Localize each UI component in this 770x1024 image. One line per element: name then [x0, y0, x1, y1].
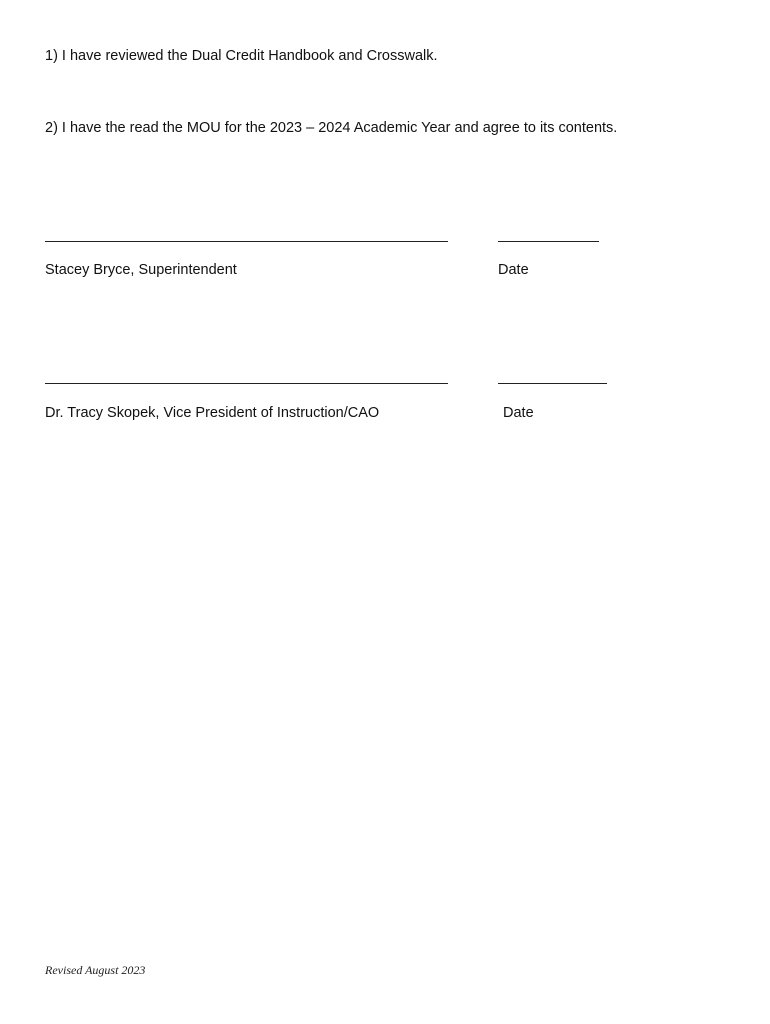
vp-instruction-signature-line	[45, 383, 448, 384]
superintendent-name-label: Stacey Bryce, Superintendent	[45, 262, 237, 278]
vp-instruction-date-line	[498, 383, 607, 384]
statement-handbook: 1) I have reviewed the Dual Credit Handbook and Crosswalk.	[45, 48, 438, 64]
superintendent-date-line	[498, 241, 599, 242]
vp-instruction-date-label: Date	[503, 405, 534, 421]
superintendent-date-label: Date	[498, 262, 529, 278]
revision-footer: Revised August 2023	[45, 963, 146, 977]
vp-instruction-name-label: Dr. Tracy Skopek, Vice President of Instruction/CAO	[45, 405, 380, 421]
superintendent-signature-line	[45, 241, 448, 242]
statement-mou: 2) I have the read the MOU for the 2023 – 2024 Academic Year and agree to its contents.	[45, 120, 618, 136]
